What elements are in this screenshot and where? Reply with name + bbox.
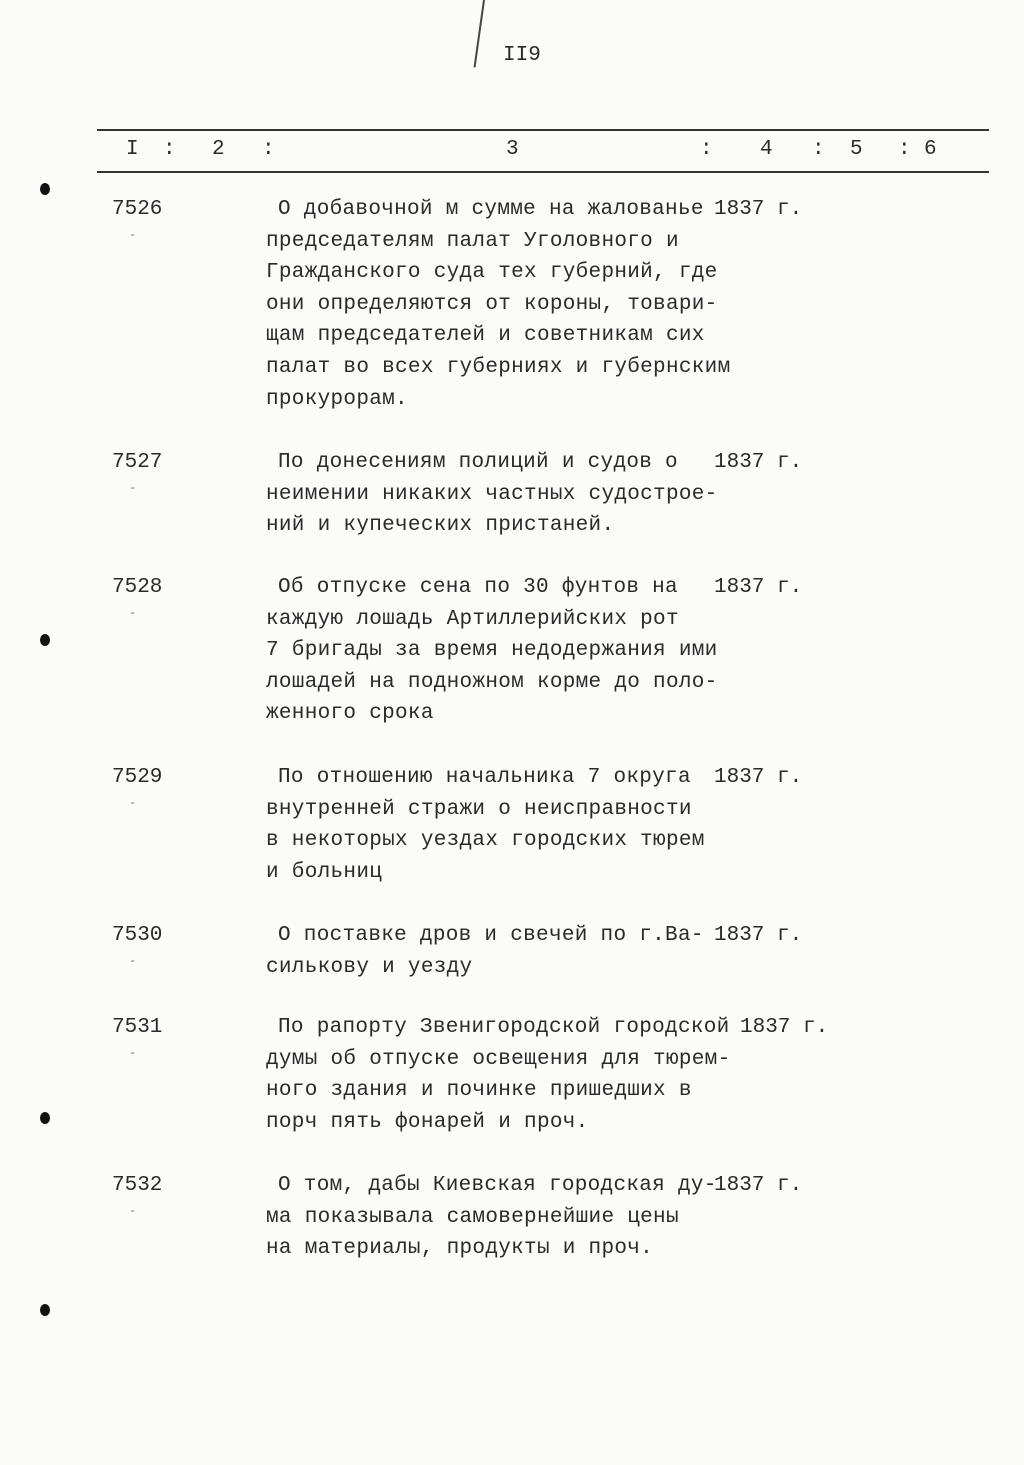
entry-number: 7531	[112, 1016, 163, 1039]
header-top-rule	[97, 129, 989, 131]
entry-text-line: ний и купеческих пристаней.	[266, 514, 615, 538]
column-separator: :	[262, 138, 275, 161]
entry-text-line: щам председателей и советникам сих	[266, 324, 705, 348]
column-header-4: 4	[760, 138, 773, 161]
punch-hole	[40, 183, 50, 195]
entry-number: 7529	[112, 766, 163, 789]
entry-text-line: По донесениям полиций и судов о	[278, 451, 678, 474]
entry-number: 7528	[112, 576, 163, 599]
entry-text-line: ного здания и починке пришедших в	[266, 1079, 692, 1103]
entry-text-line: на материалы, продукты и проч.	[266, 1237, 654, 1261]
pen-stroke	[474, 0, 485, 67]
entry-text-line: и больниц	[266, 860, 383, 884]
entry-text-line: они определяются от короны, товари-	[266, 292, 718, 316]
entry-text-line: неимении никаких частных судострое-	[266, 482, 718, 506]
entry-text-line: О поставке дров и свечей по г.Ва-	[278, 924, 704, 947]
entry-text-line: председателям палат Уголовного и	[266, 229, 679, 253]
mark: -	[129, 954, 137, 968]
entry-text-line: думы об отпуске освещения для тюрем-	[266, 1047, 731, 1071]
entry-text-line: Гражданского суда тех губерний, где	[266, 261, 718, 285]
punch-hole	[40, 1112, 50, 1124]
mark: -	[129, 606, 137, 620]
entry-text-line: в некоторых уездах городских тюрем	[266, 829, 705, 853]
mark: -	[129, 481, 137, 495]
header-bottom-rule	[97, 171, 989, 173]
punch-hole	[40, 634, 50, 646]
entry-text-line: каждую лошадь Артиллерийских рот	[266, 607, 679, 631]
entry-text-line: 7 бригады за время недодержания ими	[266, 639, 718, 663]
entry-text-line: женного срока	[266, 702, 434, 726]
entry-number: 7527	[112, 451, 163, 474]
column-separator: :	[163, 138, 176, 161]
column-header-6: 6	[924, 138, 937, 161]
entry-text-line: О добавочной м сумме на жалованье	[278, 198, 704, 221]
entry-number: 7532	[112, 1174, 163, 1197]
entry-text-line: лошадей на подножном корме до поло-	[266, 670, 718, 694]
entry-text-line: палат во всех губерниях и губернским	[266, 356, 731, 379]
entry-number: 7530	[112, 924, 163, 947]
entry-year: 1837 г.	[714, 766, 803, 789]
entry-text-line: силькову и уезду	[266, 955, 473, 979]
entry-text-line: прокурорам.	[266, 387, 408, 411]
entry-year: 1837 г.	[714, 1174, 803, 1197]
column-separator: :	[898, 138, 911, 161]
column-separator: :	[700, 138, 713, 161]
column-header-2: 2	[212, 138, 225, 161]
entry-text-line: По рапорту Звенигородской городской	[278, 1016, 730, 1039]
entry-year: 1837 г.	[714, 451, 803, 474]
entry-number: 7526	[112, 198, 163, 221]
entry-text-line: По отношению начальника 7 округа	[278, 766, 691, 789]
column-separator: :	[812, 138, 825, 161]
mark: -	[129, 1046, 137, 1060]
punch-hole	[40, 1304, 50, 1316]
mark: -	[129, 228, 137, 242]
entry-text-line: порч пять фонарей и проч.	[266, 1110, 589, 1134]
entry-text-line: О том, дабы Киевская городская ду-	[278, 1174, 717, 1197]
column-header-3: 3	[506, 138, 519, 161]
column-header-5: 5	[850, 138, 863, 161]
mark: -	[129, 1204, 137, 1218]
entry-text-line: внутренней стражи о неисправности	[266, 797, 692, 821]
entry-text-line: ма показывала самовернейшие цены	[266, 1205, 679, 1229]
entry-year: 1837 г.	[714, 924, 803, 947]
entry-year: 1837 г.	[740, 1016, 829, 1039]
entry-year: 1837 г.	[714, 198, 803, 221]
page-number: II9	[503, 44, 541, 67]
column-header-I: I	[126, 138, 139, 161]
mark: -	[129, 796, 137, 810]
entry-text-line: Об отпуске сена по 30 фунтов на	[278, 576, 678, 599]
entry-year: 1837 г.	[714, 576, 803, 599]
